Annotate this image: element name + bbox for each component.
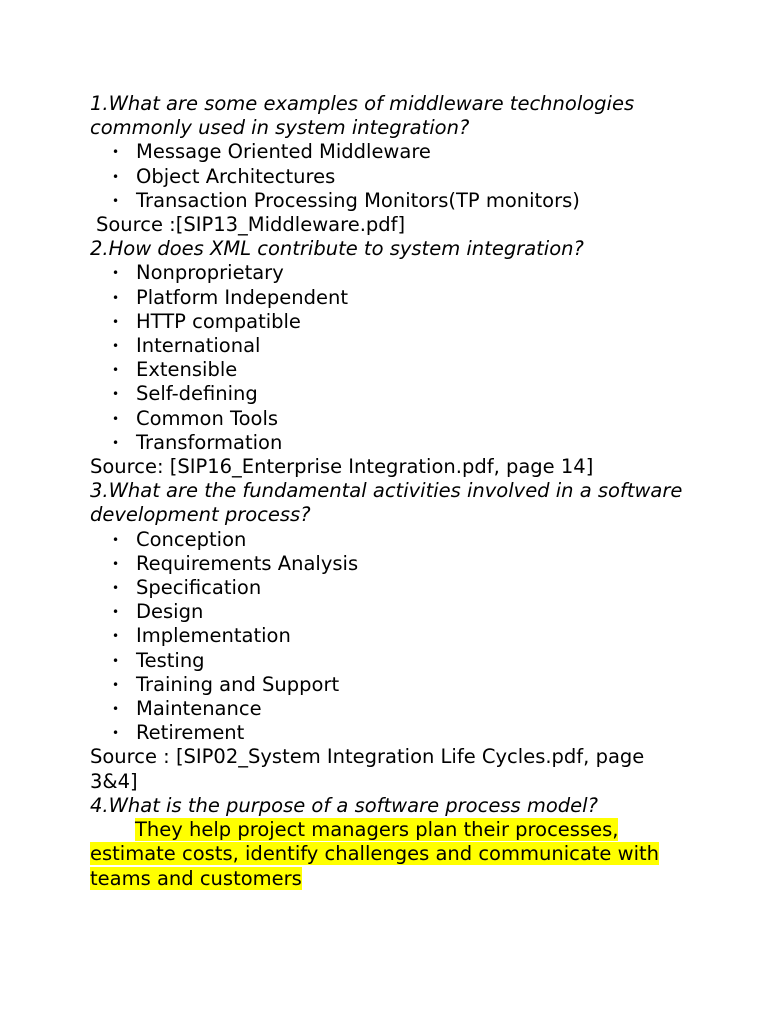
list-item: • Training and Support	[112, 672, 340, 696]
source-3: Source : [SIP02_System Integration Life Cycles.pdf, page 3&4]	[90, 745, 645, 793]
document-page	[90, 92, 690, 891]
bullet-icon: •	[112, 532, 120, 547]
bullet-icon: •	[112, 363, 120, 378]
source-1: Source :[SIP13_Middleware.pdf]	[96, 213, 406, 237]
list-item: • HTTP compatible	[112, 309, 301, 333]
bullet-icon: •	[112, 605, 120, 620]
bullet-icon: •	[112, 702, 120, 717]
list-item: • Testing	[112, 648, 205, 672]
highlighted-answer-text: They help project managers plan their processes, estimate costs, identify challenges and communicate with teams and customers	[90, 818, 659, 890]
answer-4-highlighted	[90, 818, 690, 891]
question-3: 3.What are the fundamental activities involved in a software development process?	[90, 479, 683, 527]
answer-list-1	[90, 140, 690, 213]
list-item: • Implementation	[112, 624, 291, 648]
question-2: 2.How does XML contribute to system integration?	[90, 237, 584, 261]
answer-list-3	[90, 528, 690, 746]
question-4: 4.What is the purpose of a software process model?	[90, 793, 598, 817]
list-item: • Specification	[112, 576, 262, 600]
source-2: Source: [SIP16_Enterprise Integration.pdf, page 14]	[90, 455, 594, 479]
bullet-icon: •	[112, 411, 120, 426]
list-item: • Extensible	[112, 358, 238, 382]
list-item: • Requirements Analysis	[112, 551, 359, 575]
bullet-icon: •	[112, 629, 120, 644]
bullet-icon: •	[112, 677, 120, 692]
list-item: • International	[112, 334, 261, 358]
list-item: • Design	[112, 600, 204, 624]
bullet-icon: •	[112, 193, 120, 208]
list-item: • Message Oriented Middleware	[112, 140, 431, 164]
bullet-icon: •	[112, 314, 120, 329]
bullet-icon: •	[112, 169, 120, 184]
list-item: • Nonproprietary	[112, 261, 284, 285]
question-1: 1.What are some examples of middleware technologies commonly used in system integration?	[90, 92, 635, 140]
bullet-icon: •	[112, 266, 120, 281]
list-item: • Retirement	[112, 721, 245, 745]
bullet-icon: •	[112, 290, 120, 305]
list-item: • Maintenance	[112, 697, 262, 721]
list-item: • Transaction Processing Monitors(TP monitors)	[112, 188, 580, 212]
list-item: • Platform Independent	[112, 285, 349, 309]
list-item: • Transformation	[112, 430, 283, 454]
list-item: • Object Architectures	[112, 164, 336, 188]
bullet-icon: •	[112, 435, 120, 450]
answer-list-2	[90, 261, 690, 455]
bullet-icon: •	[112, 653, 120, 668]
bullet-icon: •	[112, 145, 120, 160]
bullet-icon: •	[112, 339, 120, 354]
bullet-icon: •	[112, 556, 120, 571]
bullet-icon: •	[112, 387, 120, 402]
list-item: • Self-defining	[112, 382, 258, 406]
list-item: • Common Tools	[112, 406, 279, 430]
list-item: • Conception	[112, 527, 247, 551]
bullet-icon: •	[112, 581, 120, 596]
bullet-icon: •	[112, 726, 120, 741]
